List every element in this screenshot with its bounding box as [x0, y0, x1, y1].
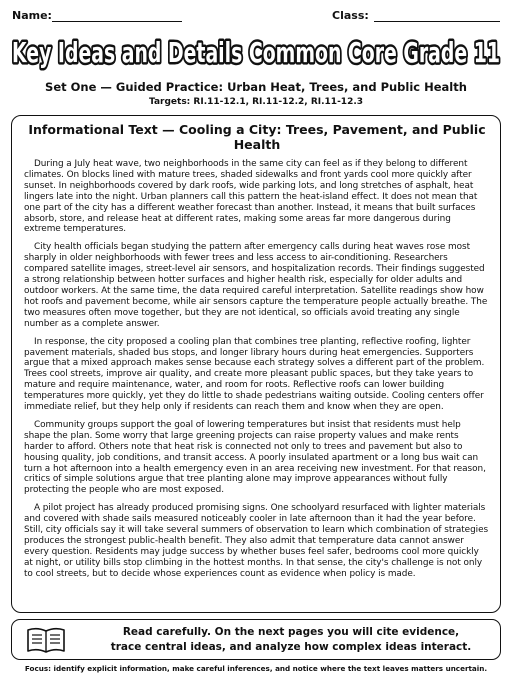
article-paragraph-4: Community groups support the goal of lowering temperatures but insist that residents must help shape the plan. Some worry that large greening projects can raise property values and make rents harder to afford. Others note that heat risk is connected not only to trees and pavement but also to housing quality, job conditions, and transit access. A poorly insulated apartment or a long bus wait can turn a hot afternoon into a health emergency even in an area receiving new investment. For that reason, critics of simple solutions argue that tree planting alone may improve appearances without fully protecting the people who are most exposed. [24, 419, 486, 496]
article-paragraph-3: In response, the city proposed a cooling plan that combines tree planting, reflective roofing, lighter pavement materials, shaded bus stops, and longer library hours during heat emergencies. Supporters argue that a mixed approach makes sense because each strategy solves a different part of the problem. Trees cool streets, improve air quality, and create more pleasant public spaces, but they take years to mature and require maintenance, water, and room for roots. Reflective roofs can lower building temperatures more quickly, yet they do little to shade pedestrians waiting outside. Cooling centers offer immediate relief, but they help only if residents can reach them and know when they are open. [24, 336, 485, 413]
article-box [11, 115, 501, 613]
class-blank-line[interactable] [374, 21, 500, 22]
name-blank-line[interactable] [52, 21, 182, 22]
article-paragraph-1: During a July heat wave, two neighborhoods in the same city can feel as if they belong to different climates. On blocks lined with mature trees, shaded sidewalks and front yards cool more quickly after sunset. In neighborhoods covered by dark roofs, wide parking lots, and long stretches of asphalt, heat lingers late into the night. Urban planners call this pattern the heat-island effect. It does not mean that one part of the city has a different weather forecast than another. Instead, it means that built surfaces absorb, store, and release heat at different rates, making some areas far more dangerous during extreme temperatures. [24, 159, 478, 235]
class-label: Class: [332, 9, 369, 22]
article-title: Informational Text — Cooling a City: Trees, Pavement, and Public Health [28, 122, 486, 152]
focus-note: Focus: identify explicit information, make careful inferences, and notice where the text leaves matters uncertain. [24, 664, 488, 673]
targets: Targets: RI.11-12.1, RI.11-12.2, RI.11-12.3 [148, 97, 364, 107]
name-class-row [12, 9, 500, 25]
page-title [0, 28, 512, 74]
open-book-icon [26, 627, 66, 654]
callout-text [92, 625, 490, 655]
subtitle: Set One — Guided Practice: Urban Heat, Trees, and Public Health [45, 80, 467, 94]
name-label: Name: [12, 9, 52, 22]
article-paragraph-5: A pilot project has already produced promising signs. One schoolyard resurfaced with lighter materials and covered with shade sails measured noticeably cooler in late afternoon than it had the year before. Still, city officials say it will take several summers of observation to learn which combination of strategies produces the strongest public-health benefit. They also admit that temperature data cannot answer every question. Residents may judge success by whether buses feel safer, bedrooms cool more quickly at night, or utility bills stop climbing in the hottest months. In that sense, the city's challenge is not only to cool streets, but to decide whose experiences count as evidence when policy is made. [24, 503, 489, 579]
reading-callout [11, 619, 501, 660]
article-paragraph-2: City health officials began studying the pattern after emergency calls during heat waves rose most sharply in older neighborhoods with fewer trees and less access to air-conditioning. Researchers compared satellite images, street-level air sensors, and hospitalization records. Their findings suggested a strong relationship between hotter surfaces and higher health risk, especially for older adults and outdoor workers. At the same time, the data required careful interpretation. Satellite readings show how hot roofs and pavement become, while air sensors capture the temperature people actually breathe. The two measures often move together, but they are not identical, so officials avoid treating any single number as a complete answer. [24, 242, 488, 329]
callout-line-1: Read carefully. On the next pages you will cite evidence, [122, 626, 460, 638]
callout-line-2: trace central ideas, and analyze how complex ideas interact. [110, 641, 472, 653]
page-title-text: Key Ideas and Details Common Core Grade 11 [12, 37, 500, 69]
